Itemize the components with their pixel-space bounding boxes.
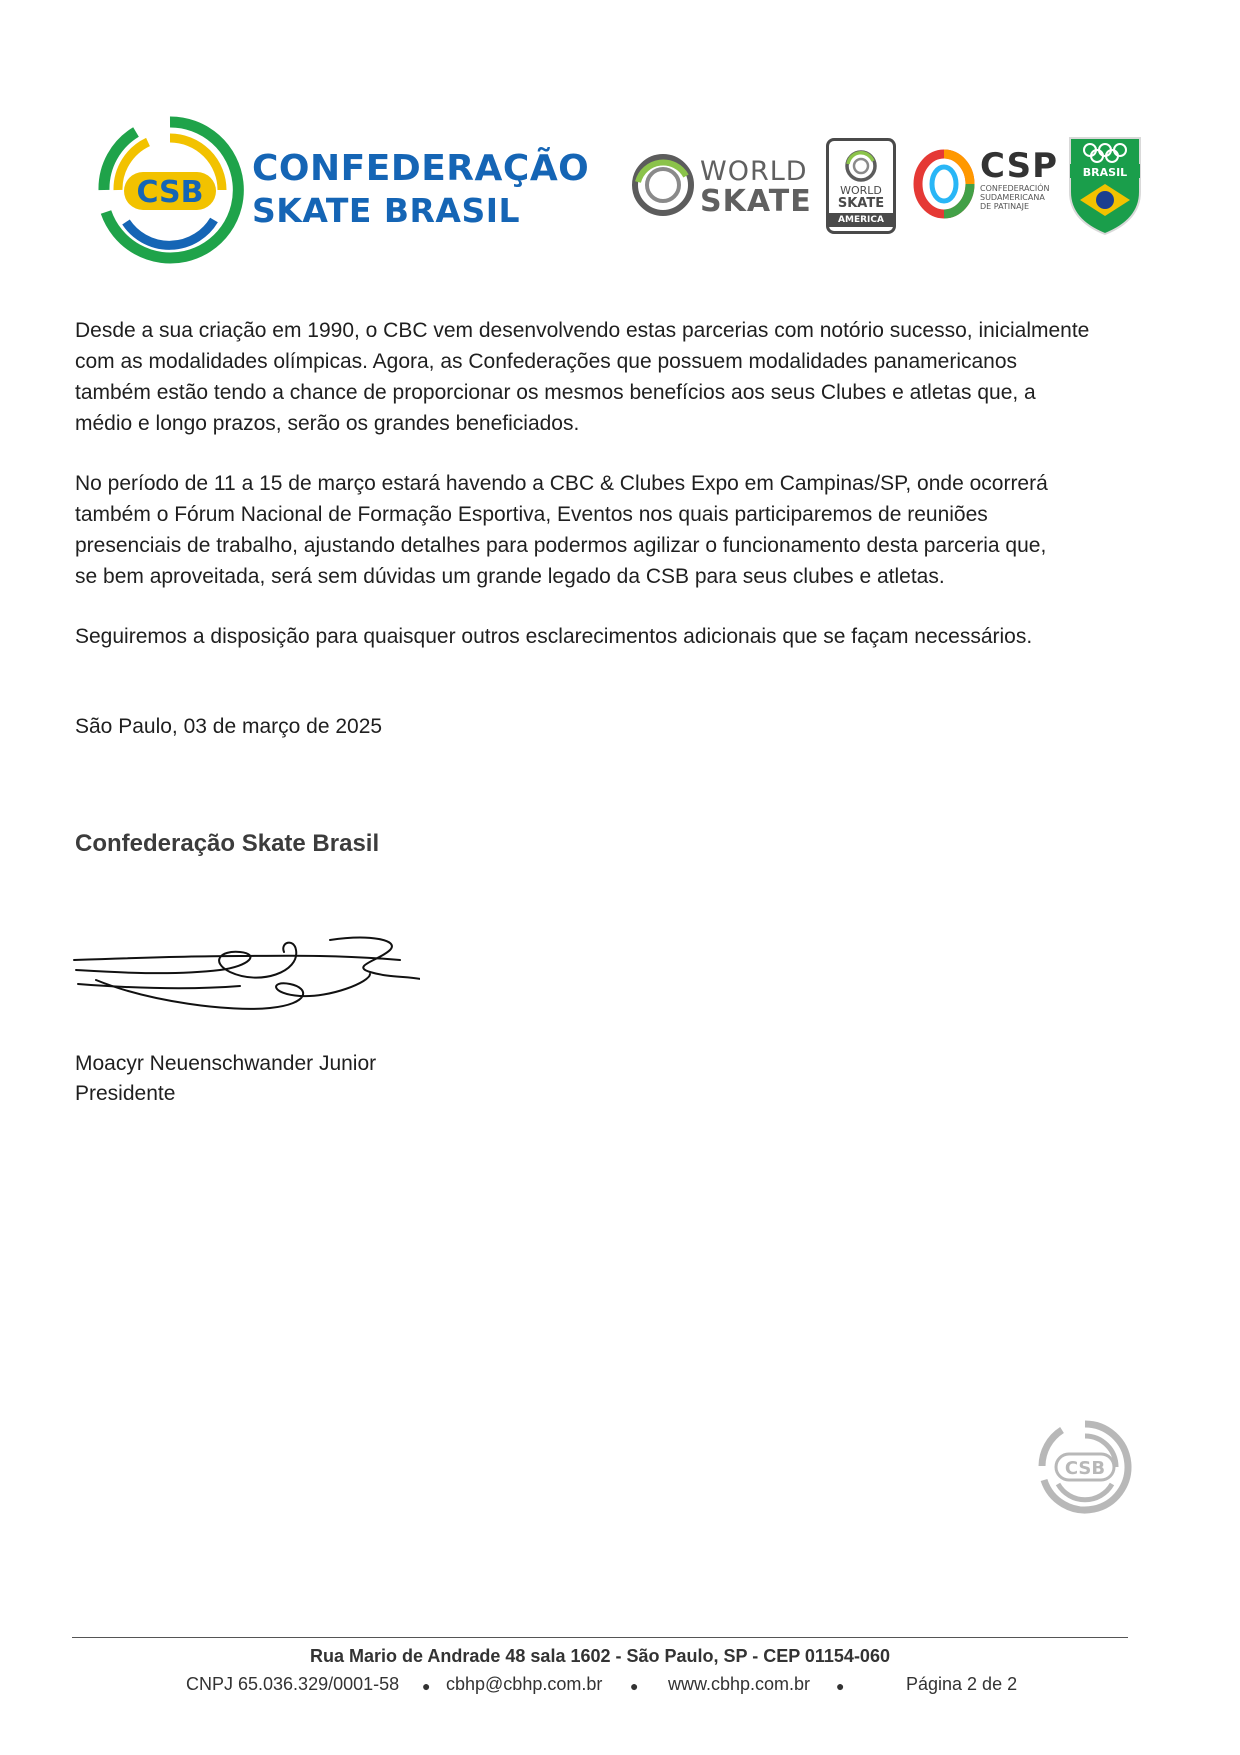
footer-divider xyxy=(72,1637,1128,1638)
world-skate-america-icon xyxy=(844,149,878,183)
organization-name: Confederação Skate Brasil xyxy=(75,830,380,857)
text-line: com as modalidades olímpicas. Agora, as Confederações que possuem modalidades panamericanos xyxy=(75,350,1018,373)
watermark-initials: CSB xyxy=(1064,1458,1106,1479)
csp-line3: DE PATINAJE xyxy=(980,202,1030,211)
csb-logo xyxy=(96,116,244,264)
wsa-line3: AMERICA xyxy=(829,213,893,227)
world-skate-icon xyxy=(630,152,696,218)
org-name-line1: CONFEDERAÇÃO xyxy=(252,148,590,189)
csp-ring-icon xyxy=(912,148,976,220)
csp-line2: SUDAMERICANA xyxy=(980,193,1045,202)
text-line: também estão tendo a chance de proporcionar os mesmos benefícios aos seus Clubes e atletas que, a xyxy=(75,381,1036,404)
text-line: também o Fórum Nacional de Formação Esportiva, Eventos nos quais participaremos de reuniões xyxy=(75,503,988,526)
wsa-line1: WORLD xyxy=(840,184,882,197)
world-skate-line1: WORLD xyxy=(700,156,808,187)
footer-address: Rua Mario de Andrade 48 sala 1602 - São Paulo, SP - CEP 01154-060 xyxy=(310,1646,890,1666)
csb-logo-initials: CSB xyxy=(136,175,204,210)
csp-abbr: CSP xyxy=(980,146,1058,186)
text-line: se bem aproveitada, será sem dúvidas um grande legado da CSB para seus clubes e atletas. xyxy=(75,565,945,588)
bullet-separator: ● xyxy=(836,1678,845,1694)
signer-role: Presidente xyxy=(75,1082,176,1105)
csp-line1: CONFEDERACIÓN xyxy=(980,184,1050,193)
cob-label: BRASIL xyxy=(1082,166,1128,179)
signer-name: Moacyr Neuenschwander Junior xyxy=(75,1052,377,1075)
wsa-line2: SKATE xyxy=(837,196,885,211)
world-skate-america-logo xyxy=(826,138,896,234)
footer-email[interactable]: cbhp@cbhp.com.br xyxy=(446,1674,603,1694)
text-line: presenciais de trabalho, ajustando detalhes para podermos agilizar o funcionamento desta parceria que, xyxy=(75,534,1047,557)
paragraph-partnership-history xyxy=(75,315,1175,439)
world-skate-line2: SKATE xyxy=(700,184,812,219)
text-line: médio e longo prazos, serão os grandes beneficiados. xyxy=(75,412,580,435)
csb-watermark-logo xyxy=(1036,1418,1134,1516)
org-wordmark xyxy=(252,148,589,232)
bullet-separator: ● xyxy=(630,1678,639,1694)
cob-brasil-badge xyxy=(1066,134,1144,236)
paragraph-closing: Seguiremos a disposição para quaisquer outros esclarecimentos adicionais que se façam necessários. xyxy=(75,625,1033,648)
paragraph-event-details xyxy=(75,468,1175,592)
text-line: No período de 11 a 15 de março estará havendo a CBC & Clubes Expo em Campinas/SP, onde ocorrerá xyxy=(75,472,1048,495)
date-line: São Paulo, 03 de março de 2025 xyxy=(75,715,383,738)
text-line: Desde a sua criação em 1990, o CBC vem desenvolvendo estas parcerias com notório sucesso, inicialmente xyxy=(75,319,1090,342)
footer-cnpj: CNPJ 65.036.329/0001-58 xyxy=(186,1674,400,1694)
handwritten-signature xyxy=(70,932,420,1022)
world-skate-logo-text xyxy=(700,158,812,218)
footer-website[interactable]: www.cbhp.com.br xyxy=(668,1674,811,1694)
footer-page-number: Página 2 de 2 xyxy=(906,1674,1018,1694)
csp-logo-text xyxy=(980,148,1058,211)
org-name-line2: SKATE BRASIL xyxy=(252,191,521,230)
bullet-separator: ● xyxy=(422,1678,431,1694)
